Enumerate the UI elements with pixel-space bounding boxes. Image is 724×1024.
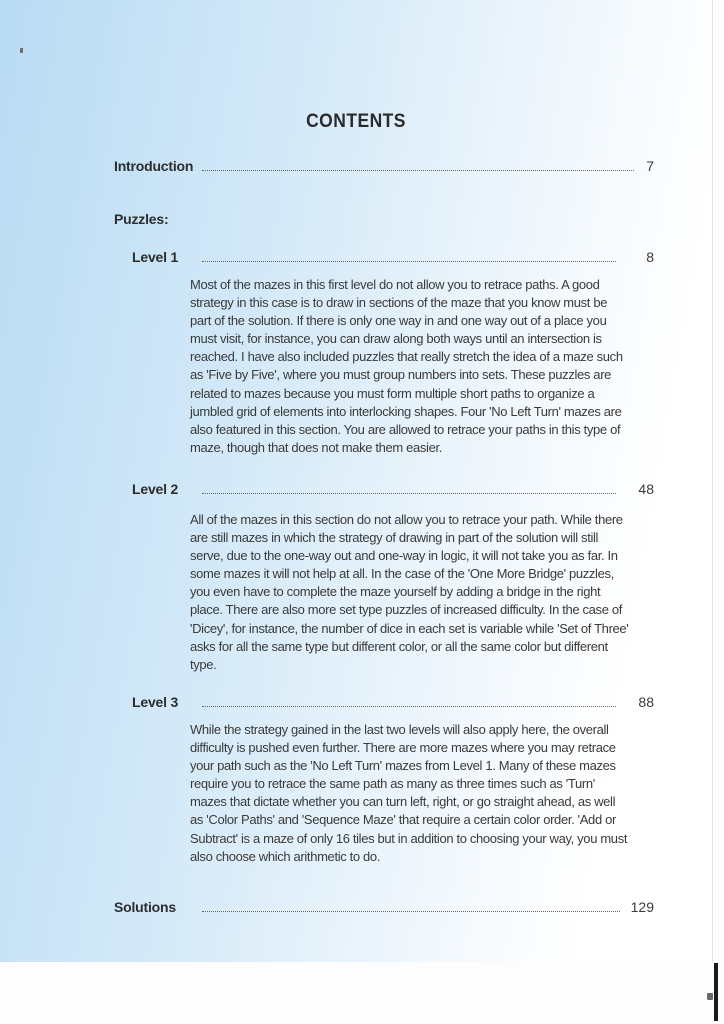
toc-entry-label: Level 3 [132, 694, 179, 710]
scan-edge-mark [714, 963, 718, 1021]
toc-entry-level-3 [132, 694, 656, 712]
scan-speck [707, 993, 713, 1000]
toc-entry-page: 88 [638, 694, 654, 710]
toc-entry-level-2 [132, 481, 656, 499]
toc-entry-label: Level 1 [132, 249, 179, 265]
toc-entry-page: 48 [638, 481, 654, 497]
toc-entry-page: 8 [646, 249, 654, 265]
dot-leader [202, 261, 616, 262]
level-2-description: All of the mazes in this section do not allow you to retrace your path. While there are still mazes in which the strategy of drawing in part of the solution will still serve, due to the one-way out and one-way in logic, it will not take you as far. In some mazes it will not help at all. In the case of the 'One More Bridge' puzzles, you even have to complete the maze yourself by adding a bridge in the right place. There are also more set type puzzles of increased difficulty. In the case of 'Dicey', for instance, the number of dice in each set is variable while 'Set of Three' asks for all the same type but different color, or all the same color but different type. [190, 512, 629, 672]
dot-leader [202, 493, 616, 494]
toc-entry-label: Solutions [114, 899, 176, 915]
dot-leader [202, 170, 634, 171]
toc-entry-solutions [114, 899, 656, 917]
toc-entry-level-1 [132, 249, 656, 267]
level-1-description: Most of the mazes in this first level do not allow you to retrace paths. A good strategy in this case is to draw in sections of the maze that you know must be part of the solution. If there is only one way in and one way out of a place you must visit, for instance, you can draw along both ways until an intersection is reached. I have also included puzzles that really stretch the idea of a maze such as 'Five by Five', where you must group numbers into sets. These puzzles are related to mazes because you must form multiple short paths to organize a jumbled grid of elements into interlocking shapes. Four 'No Left Turn' mazes are also featured in this section. You are allowed to retrace your paths in this type of maze, though that does not make them easier. [190, 277, 623, 455]
level-3-description: While the strategy gained in the last two levels will also apply here, the overall difficulty is pushed even further. There are more mazes where you may retrace your path such as the 'No Left Turn' mazes from Level 1. Many of these mazes require you to retrace the same path as many as three times such as 'Turn' mazes that dictate whether you can turn left, right, or go straight ahead, as well as 'Color Paths' and 'Sequence Maze' that require a certain color order. 'Add or Subtract' is a maze of only 16 tiles but in addition to choosing your way, you must also choose which arithmetic to do. [190, 722, 628, 864]
toc-entry-label: Level 2 [132, 481, 179, 497]
section-heading-puzzles: Puzzles: [114, 211, 169, 227]
toc-entry-page: 129 [630, 899, 654, 915]
scan-margin [0, 962, 724, 1024]
toc-entry-page: 7 [646, 158, 654, 174]
toc-entry-label: Introduction [114, 158, 194, 174]
dot-leader [202, 706, 616, 707]
page-title: CONTENTS [306, 111, 406, 132]
dot-leader [202, 911, 620, 912]
scan-speck [20, 48, 23, 53]
toc-entry-introduction [114, 158, 656, 176]
